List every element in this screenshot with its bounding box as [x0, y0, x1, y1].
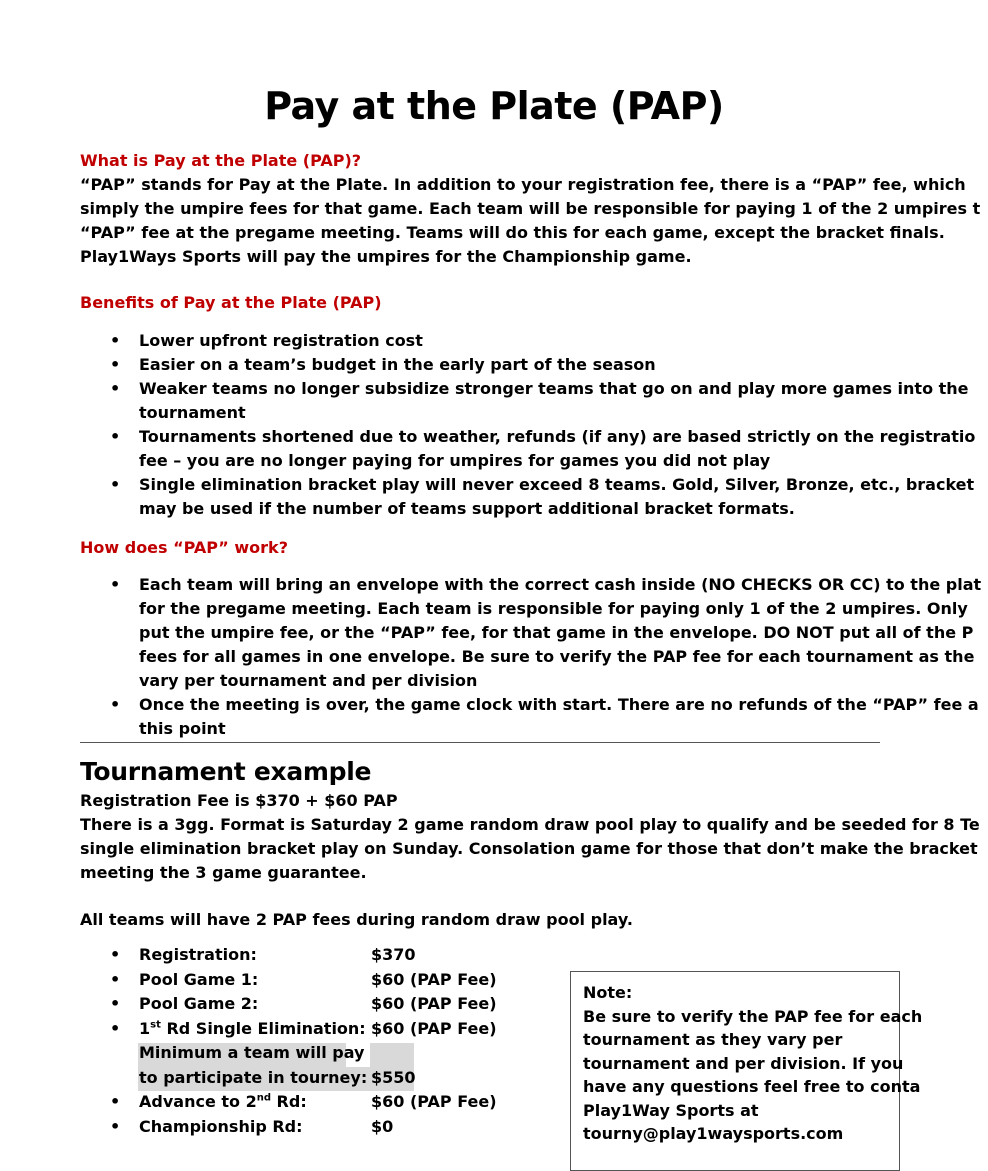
minimum-label: to participate in tourney: [139, 1067, 368, 1087]
list-item [110, 693, 981, 741]
bullet: • [110, 1018, 121, 1038]
fee-amount: $60 (PAP Fee) [371, 1018, 497, 1038]
paragraph-line: Play1Ways Sports will pay the umpires for the Championship game. [80, 247, 692, 266]
fee-label-text: Rd: [270, 1092, 307, 1111]
fee-label: Pool Game 1: [139, 969, 259, 989]
bullet: • [110, 1092, 121, 1111]
list-item-line: tournament [139, 403, 246, 422]
list-item-line: • Tournaments shortened due to weather, refunds (if any) are based strictly on the registratio [139, 427, 976, 446]
paragraph-line: There is a 3gg. Format is Saturday 2 game random draw pool play to qualify and be seeded for 8 Te [80, 815, 980, 834]
list-item-line: this point [139, 719, 226, 738]
minimum-amount: $550 [371, 1067, 416, 1087]
paragraph-line: “PAP” stands for Pay at the Plate. In addition to your registration fee, there is a “PAP” fee, which [80, 175, 966, 194]
bullet: • [110, 994, 121, 1013]
list-item [110, 425, 975, 473]
fee-amount: $60 (PAP Fee) [371, 969, 497, 989]
benefits-list [110, 329, 975, 521]
horizontal-divider [80, 742, 880, 743]
page-title: Pay at the Plate (PAP) [264, 84, 724, 128]
example-paragraph [80, 813, 980, 885]
section-heading-benefits: Benefits of Pay at the Plate (PAP) [80, 293, 382, 312]
note-line: Play1Way Sports at [583, 1100, 759, 1120]
list-item-line: • Single elimination bracket play will never exceed 8 teams. Gold, Silver, Bronze, etc., bracket [139, 475, 975, 494]
note-line: Be sure to verify the PAP fee for each [583, 1006, 923, 1026]
bullet: • [110, 945, 121, 964]
list-item-line: • Each team will bring an envelope with the correct cash inside (NO CHECKS OR CC) to the plat [139, 575, 982, 594]
list-item-line: fee – you are no longer paying for umpires for games you did not play [139, 451, 771, 470]
list-item-line: fees for all games in one envelope. Be sure to verify the PAP fee for each tournament as the [139, 647, 975, 666]
note-line: tournament as they vary per [583, 1030, 843, 1049]
note-line: tournament and per division. If you [583, 1053, 904, 1073]
list-item [110, 329, 975, 353]
note-box [570, 971, 923, 1171]
paragraph-line: “PAP” fee at the pregame meeting. Teams will do this for each game, except the bracket finals. [80, 223, 945, 242]
fee-amount: $0 [371, 1116, 394, 1136]
list-item-line: for the pregame meeting. Each team is responsible for paying only 1 of the 2 umpires. Only [139, 599, 968, 618]
pool-play-line: All teams will have 2 PAP fees during random draw pool play. [80, 910, 633, 929]
bullet: • [110, 969, 121, 989]
fee-amount: $60 (PAP Fee) [371, 1092, 497, 1111]
fee-amount: $370 [371, 945, 416, 964]
section-heading-tournament-example: Tournament example [80, 757, 372, 786]
list-item [110, 573, 981, 693]
list-item-line: vary per tournament and per division [139, 671, 478, 690]
section1-paragraph [80, 173, 980, 269]
note-line: have any questions feel free to conta [583, 1077, 921, 1096]
list-item-line: • Lower upfront registration cost [139, 331, 423, 350]
paragraph-line: simply the umpire fees for that game. Each team will be responsible for paying 1 of the 2 umpires t [80, 199, 981, 218]
bullet: • [110, 1116, 121, 1136]
list-item [110, 353, 975, 377]
ordinal-suffix: st [150, 1019, 161, 1031]
list-item-line: may be used if the number of teams support additional bracket formats. [139, 499, 795, 518]
fee-label-text: Advance to 2 [139, 1092, 257, 1111]
list-item-line: • Weaker teams no longer subsidize stronger teams that go on and play more games into the [139, 379, 969, 398]
note-title: Note: [583, 983, 633, 1002]
list-item-line: • Easier on a team’s budget in the early part of the season [139, 355, 656, 374]
fee-label [139, 1092, 307, 1111]
note-email-link[interactable]: tourny@play1waysports.com [583, 1124, 844, 1143]
fee-label: Pool Game 2: [139, 994, 259, 1013]
section-heading-what-is-pap: What is Pay at the Plate (PAP)? [80, 151, 362, 170]
minimum-label: Minimum a team will pay [139, 1043, 365, 1062]
section-heading-how-pap-works: How does “PAP” work? [80, 538, 288, 557]
list-item-line: put the umpire fee, or the “PAP” fee, for that game in the envelope. DO NOT put all of the P [139, 623, 974, 642]
fee-amount: $60 (PAP Fee) [371, 994, 497, 1013]
list-item [110, 377, 975, 425]
fee-label: Registration: [139, 945, 257, 964]
fee-label [139, 1019, 366, 1038]
list-item-line: • Once the meeting is over, the game clock with start. There are no refunds of the “PAP” fee a [139, 695, 979, 714]
registration-fee-line: Registration Fee is $370 + $60 PAP [80, 791, 398, 810]
paragraph-line: single elimination bracket play on Sunday. Consolation game for those that don’t make the bracket [80, 839, 978, 858]
fee-label: Championship Rd: [139, 1116, 303, 1136]
paragraph-line: meeting the 3 game guarantee. [80, 863, 367, 882]
list-item [110, 473, 975, 521]
ordinal-number: 1 [139, 1018, 151, 1038]
ordinal-suffix: nd [256, 1092, 271, 1104]
fee-label-text: Rd Single Elimination: [160, 1018, 366, 1038]
how-it-works-list [110, 573, 981, 741]
